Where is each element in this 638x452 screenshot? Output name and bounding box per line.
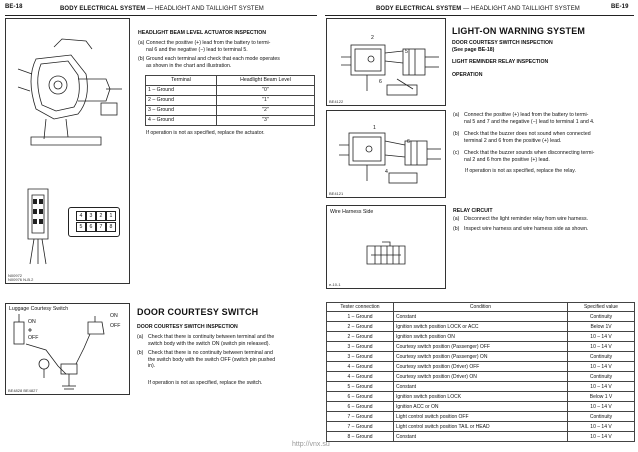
header-title-right-main: BODY ELECTRICAL SYSTEM: [376, 6, 462, 12]
actuator-step-b: [138, 56, 318, 70]
table-cell: 1 – Ground: [146, 86, 217, 96]
operation-step-c: [453, 150, 635, 164]
header-title-left-sub: — HEADLIGHT AND TAILLIGHT SYSTEM: [147, 6, 264, 12]
step-label: (b): [137, 350, 144, 356]
table-row: [327, 382, 635, 392]
table-cell: Constant: [394, 312, 568, 322]
table-cell: 3 – Ground: [327, 342, 394, 352]
table-cell: 10 – 14 V: [568, 422, 635, 432]
table-cell: 3 – Ground: [146, 106, 217, 116]
table-cell: 10 – 14 V: [568, 332, 635, 342]
relay-note: If operation is not as specified, replace the relay.: [465, 168, 576, 174]
connector-pin: 6: [86, 222, 96, 232]
step-text-line: Ground each terminal and check that each mode operates: [146, 56, 280, 62]
table-cell: Ignition switch position ON: [394, 332, 568, 342]
luggage-switch-figure: [5, 303, 130, 395]
step-text-line: Check that there is continuity between terminal and the: [148, 334, 275, 340]
header-title-right: [376, 6, 580, 12]
relay-test-illustration: [327, 19, 445, 105]
table-cell: Courtesy switch position (Passenger) ON: [394, 352, 568, 362]
table-cell: Continuity: [568, 312, 635, 322]
table-row: [327, 352, 635, 362]
step-text-line: Check that the buzzer sounds when disconnecting termi-: [464, 150, 595, 156]
actuator-connector-chart: [68, 207, 120, 237]
table-row: [327, 422, 635, 432]
relay-circuit-heading: RELAY CIRCUIT: [453, 208, 493, 214]
table-cell: Ignition ACC or ON: [394, 402, 568, 412]
figure-code: N00972: [8, 273, 23, 278]
table-row: [327, 312, 635, 322]
table-cell: 4 – Ground: [327, 372, 394, 382]
terminal-number: 6: [407, 139, 410, 145]
table-row: [146, 96, 315, 106]
on-label: ON: [28, 319, 36, 325]
relay-inspection-heading: LIGHT REMINDER RELAY INSPECTION: [452, 59, 549, 65]
table-cell: Continuity: [568, 412, 635, 422]
terminal-number: 2: [371, 35, 374, 41]
table-row: [146, 86, 315, 96]
connector-pin: 5: [76, 222, 86, 232]
table-cell: 2 – Ground: [327, 322, 394, 332]
step-text-line: Inspect wire harness and wire harness side as shown.: [464, 226, 589, 232]
table-cell: 10 – 14 V: [568, 402, 635, 412]
actuator-heading: HEADLIGHT BEAM LEVEL ACTUATOR INSPECTION: [138, 30, 267, 36]
step-text-line: Connect the positive (+) lead from the battery to termi-: [146, 40, 271, 46]
connector-pin: 8: [106, 222, 116, 232]
table-cell: 3 – Ground: [327, 352, 394, 362]
off-label: OFF: [110, 323, 121, 329]
relay-circuit-table: [326, 302, 635, 442]
table-cell: Courtesy switch position (Driver) ON: [394, 372, 568, 382]
table-cell: 10 – 14 V: [568, 432, 635, 442]
table-cell: 6 – Ground: [327, 402, 394, 412]
door-switch-note: If operation is not as specified, replace the switch.: [148, 380, 263, 386]
figure-code: e-10-1: [329, 282, 341, 287]
step-text-line: switch body with the switch ON (switch pin released).: [148, 340, 270, 347]
table-row: [327, 332, 635, 342]
table-cell: 5 – Ground: [327, 382, 394, 392]
figure-code: BE4121: [329, 191, 344, 196]
terminal-number: 1: [373, 125, 376, 131]
table-cell: "3": [216, 116, 314, 126]
table-row: [327, 412, 635, 422]
table-cell: Constant: [394, 432, 568, 442]
connector-pin: 2: [96, 211, 106, 221]
connector-pins-top-row: [76, 211, 116, 221]
table-cell: Ignition switch position LOCK or ACC: [394, 322, 568, 332]
door-switch-heading: DOOR COURTESY SWITCH INSPECTION: [137, 324, 238, 330]
door-step-b: [137, 350, 317, 371]
actuator-note: If operation is not as specified, replace the actuator.: [146, 130, 265, 136]
terminal-number: 4: [385, 169, 388, 175]
table-cell: Light control switch position TAIL or HEAD: [394, 422, 568, 432]
table-row: [327, 342, 635, 352]
connector-pin: 1: [106, 211, 116, 221]
table-cell: Constant: [394, 382, 568, 392]
step-label: (b): [453, 226, 460, 232]
table-cell: Light control switch position OFF: [394, 412, 568, 422]
step-text-line: nal 2 and 6 from the positive (+) lead.: [464, 156, 550, 163]
step-text-line: as shown in the chart and illustration.: [146, 62, 232, 69]
on-label: ON: [110, 313, 118, 319]
table-row: [327, 402, 635, 412]
operation-heading: OPERATION: [452, 72, 483, 78]
step-text-line: terminal 2 and 6 from the positive (+) lead.: [464, 137, 562, 144]
header-rule-left: [5, 15, 317, 16]
header-title-left-main: BODY ELECTRICAL SYSTEM: [60, 6, 146, 12]
wire-harness-side-label: Wire Harness Side: [330, 209, 374, 215]
table-row: [146, 116, 315, 126]
step-text-line: Disconnect the light reminder relay from wire harness.: [464, 216, 588, 222]
beam-level-table: [145, 75, 315, 126]
figure-code: N00976 N-B.2: [8, 277, 34, 282]
step-text-line: nal 5 and 7 and the negative (−) lead to terminal 1 and 4.: [464, 118, 595, 125]
table-cell: Below 1 V: [568, 392, 635, 402]
step-text-line: Check that the buzzer does not sound when connected: [464, 131, 591, 137]
table-cell: Courtesy switch position (Driver) OFF: [394, 362, 568, 372]
table-cell: Continuity: [568, 352, 635, 362]
table-cell: 10 – 14 V: [568, 342, 635, 352]
door-step-a: [137, 334, 317, 348]
step-label: (a): [137, 334, 144, 340]
relay-figure-2: [326, 110, 446, 198]
luggage-figure-label: Luggage Courtesy Switch: [9, 306, 69, 312]
table-cell: 7 – Ground: [327, 422, 394, 432]
step-text-line: Check that there is no continuity between terminal and: [148, 350, 273, 356]
step-label: (c): [453, 150, 460, 156]
footer-url[interactable]: http://vnx.su: [292, 441, 330, 448]
step-label: (a): [453, 216, 460, 222]
terminal-number: 5: [405, 49, 408, 55]
table-row: [327, 392, 635, 402]
step-text-line: nal 6 and the negative (−) lead to terminal 5.: [146, 46, 248, 53]
table-row: [327, 322, 635, 332]
connector-pin: 4: [76, 211, 86, 221]
harness-connector-illustration: [327, 206, 445, 288]
step-text-line: in).: [148, 363, 156, 370]
table-cell: 7 – Ground: [327, 412, 394, 422]
table-cell: "2": [216, 106, 314, 116]
connector-pins-bottom-row: [76, 222, 116, 232]
step-label: (b): [138, 56, 145, 62]
operation-step-a: [453, 112, 635, 126]
actuator-step-a: [138, 40, 318, 54]
header-rule-right: [325, 15, 634, 16]
table-header: Condition: [394, 303, 568, 312]
table-cell: "0": [216, 86, 314, 96]
headlight-actuator-illustration: [6, 19, 129, 283]
table-cell: Below 1V: [568, 322, 635, 332]
relay-circuit-step-a: [453, 216, 635, 223]
step-text-line: the switch body with the switch OFF (switch pin pushed: [148, 356, 276, 363]
table-cell: Ignition switch position LOCK: [394, 392, 568, 402]
table-row: [327, 432, 635, 442]
table-cell: 1 – Ground: [327, 312, 394, 322]
table-row: [327, 362, 635, 372]
relay-buzzer-illustration: [327, 111, 445, 197]
table-cell: 4 – Ground: [146, 116, 217, 126]
off-label: OFF: [28, 335, 39, 341]
operation-step-b: [453, 131, 635, 145]
table-header: Headlight Beam Level: [216, 76, 314, 86]
header-title-right-sub: — HEADLIGHT AND TAILLIGHT SYSTEM: [463, 6, 580, 12]
figure-code: BE4828 BE4827: [8, 388, 38, 393]
relay-figure-1: [326, 18, 446, 106]
table-row: [146, 106, 315, 116]
actuator-figure: [5, 18, 130, 284]
table-cell: Courtesy switch position (Passenger) OFF: [394, 342, 568, 352]
page-number-left: BE-18: [5, 4, 23, 10]
step-label: (a): [453, 112, 460, 118]
light-on-warning-title: LIGHT-ON WARNING SYSTEM: [452, 26, 586, 36]
connector-pin: 7: [96, 222, 106, 232]
table-cell: 10 – 14 V: [568, 362, 635, 372]
connector-pin: 3: [86, 211, 96, 221]
table-cell: 4 – Ground: [327, 362, 394, 372]
table-cell: 2 – Ground: [327, 332, 394, 342]
relay-circuit-step-b: [453, 226, 635, 233]
terminal-number: 6: [379, 79, 382, 85]
figure-code: BE4122: [329, 99, 344, 104]
door-inspection-heading: DOOR COURTESY SWITCH INSPECTION: [452, 40, 553, 46]
table-cell: "1": [216, 96, 314, 106]
header-title-left: [60, 6, 264, 12]
wire-harness-figure: [326, 205, 446, 289]
page-number-right: BE-19: [611, 4, 629, 10]
step-label: (b): [453, 131, 460, 137]
door-inspection-sub: (See page BE-18): [452, 47, 495, 53]
table-header: Tester connection: [327, 303, 394, 312]
table-cell: 10 – 14 V: [568, 382, 635, 392]
door-switch-title: DOOR COURTESY SWITCH: [137, 307, 259, 317]
table-header: Terminal: [146, 76, 217, 86]
step-label: (a): [138, 40, 145, 46]
table-cell: 6 – Ground: [327, 392, 394, 402]
table-header-row: [327, 303, 635, 312]
table-row: [327, 372, 635, 382]
table-cell: Continuity: [568, 372, 635, 382]
courtesy-switch-illustration: [6, 304, 129, 394]
step-text-line: Connect the positive (+) lead from the battery to termi-: [464, 112, 589, 118]
table-header: Specified value: [568, 303, 635, 312]
table-cell: 8 – Ground: [327, 432, 394, 442]
table-cell: 2 – Ground: [146, 96, 217, 106]
